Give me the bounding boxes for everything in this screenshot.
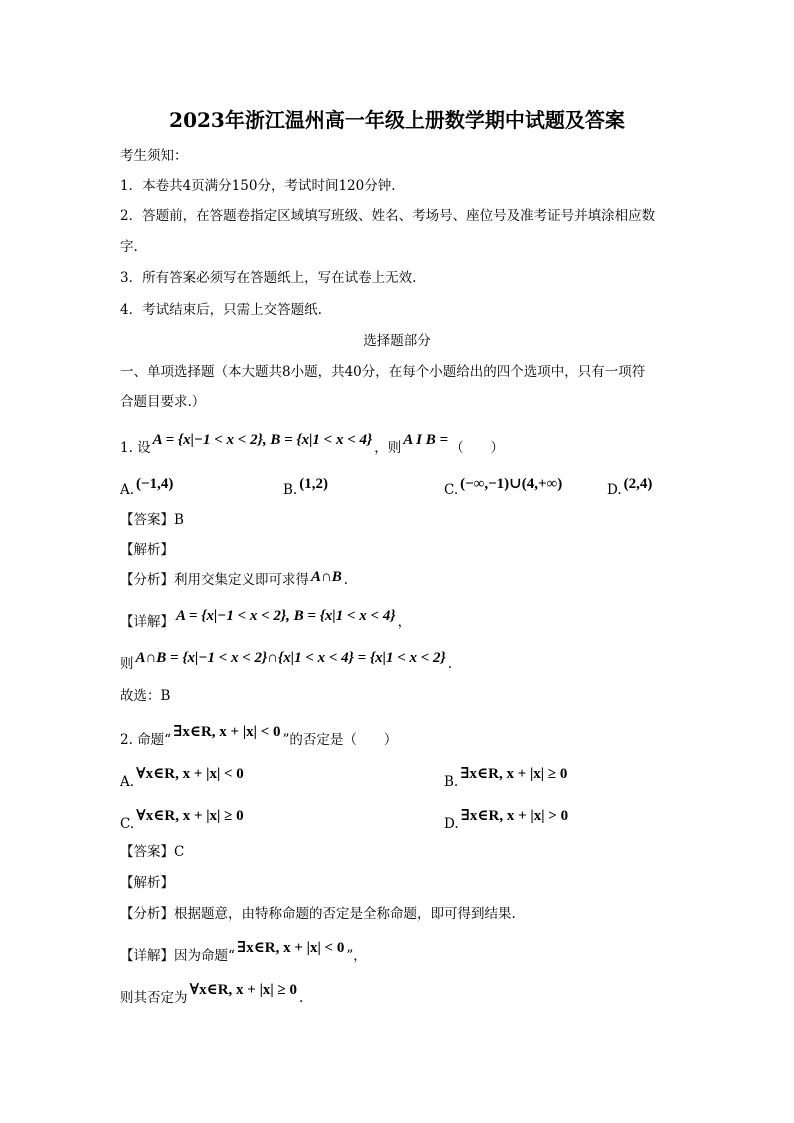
q2-answer: 【答案】C [120, 844, 185, 860]
q2-option-a: A. ∀x∈R, x + |x| < 0 [120, 766, 244, 790]
q1-option-a: A. (−1,4) [120, 476, 174, 498]
notice-item-2-cont: 字. [120, 239, 138, 255]
q2-option-c: C. ∀x∈R, x + |x| ≥ 0 [120, 808, 244, 832]
q1-expr-formula: A I B = [403, 432, 449, 448]
q2-negation: 则其否定为 ∀x∈R, x + |x| ≥ 0 . [120, 982, 304, 1006]
q2-fenxi: 【分析】根据题意，由特称命题的否定是全称命题，即可得到结果. [120, 906, 516, 922]
part1-intro-cont: 合题目要求.） [120, 394, 206, 410]
part1-intro: 一、单项选择题（本大题共8小题，共40分，在每个小题给出的四个选项中，只有一项符 [120, 364, 646, 380]
q1-sets-formula: A = {x|−1 < x < 2}, B = {x|1 < x < 4} [152, 432, 373, 448]
q2-option-d: D. ∃x∈R, x + |x| > 0 [444, 808, 569, 832]
q2-negation-formula: ∀x∈R, x + |x| ≥ 0 [189, 982, 297, 998]
notice-item-1: 1．本卷共4页满分150分，考试时间120分钟. [120, 178, 396, 194]
question-1 [120, 432, 505, 458]
notice-item-3: 3．所有答案必须写在答题纸上，写在试卷上无效. [120, 270, 417, 286]
q1-analysis-heading: 【解析】 [120, 542, 174, 558]
page-title: 2023年浙江温州高一年级上册数学期中试题及答案 [169, 108, 625, 132]
q2-detail-formula: ∃x∈R, x + |x| < 0 [236, 940, 345, 956]
q2-option-c-formula: ∀x∈R, x + |x| ≥ 0 [136, 808, 244, 824]
section-title: 选择题部分 [363, 333, 431, 349]
q1-answer: 【答案】B [120, 512, 184, 528]
q1-choose: 故选：B [120, 688, 171, 704]
q1-option-d: D. (2,4) [607, 476, 653, 498]
q2-prop-formula: ∃x∈R, x + |x| < 0 [173, 724, 281, 740]
q2-option-b: B. ∃x∈R, x + |x| ≥ 0 [444, 766, 568, 790]
q2-option-a-formula: ∀x∈R, x + |x| < 0 [136, 766, 244, 782]
q1-option-b-formula: (1,2) [299, 476, 328, 492]
notice-item-4: 4．考试结束后，只需上交答题纸. [120, 302, 322, 318]
q1-option-c: C. (−∞,−1)∪(4,+∞) [444, 476, 563, 498]
q2-option-b-formula: ∃x∈R, x + |x| ≥ 0 [460, 766, 568, 782]
q1-then: 则 A∩B = {x|−1 < x < 2}∩{x|1 < x < 4} = {x|1 < x < 2} . [120, 650, 453, 672]
q1-detail-formula: A = {x|−1 < x < 2}, B = {x|1 < x < 4} [176, 608, 396, 624]
q1-option-b: B. (1,2) [283, 476, 328, 498]
question-2: 2. 命题“ ∃x∈R, x + |x| < 0 ”的否定是（ ） [120, 724, 398, 748]
notice-item-2: 2．答题前，在答题卷指定区域填写班级、姓名、考场号、座位号及准考证号并填涂相应数 [120, 208, 656, 224]
q1-prefix: 1. 设 [120, 440, 151, 456]
q2-detail: 【详解】因为命题“ ∃x∈R, x + |x| < 0 ”， [120, 940, 367, 964]
q1-fenxi: 【分析】利用交集定义即可求得 A∩B . [120, 569, 349, 588]
q2-option-d-formula: ∃x∈R, x + |x| > 0 [460, 808, 569, 824]
q1-option-c-formula: (−∞,−1)∪(4,+∞) [460, 476, 563, 492]
q1-option-a-formula: (−1,4) [136, 476, 174, 492]
q1-mid: ，则 [374, 440, 402, 456]
q2-analysis-heading: 【解析】 [120, 875, 174, 891]
q1-suffix: （ ） [450, 440, 505, 456]
q1-fenxi-formula: A∩B [311, 569, 342, 585]
q1-detail: 【详解】 A = {x|−1 < x < 2}, B = {x|1 < x < 4} ， [120, 608, 412, 630]
notice-heading: 考生须知： [120, 148, 188, 164]
q1-then-formula: A∩B = {x|−1 < x < 2}∩{x|1 < x < 4} = {x|1 < x < 2} [135, 650, 446, 666]
q1-option-d-formula: (2,4) [623, 476, 653, 492]
